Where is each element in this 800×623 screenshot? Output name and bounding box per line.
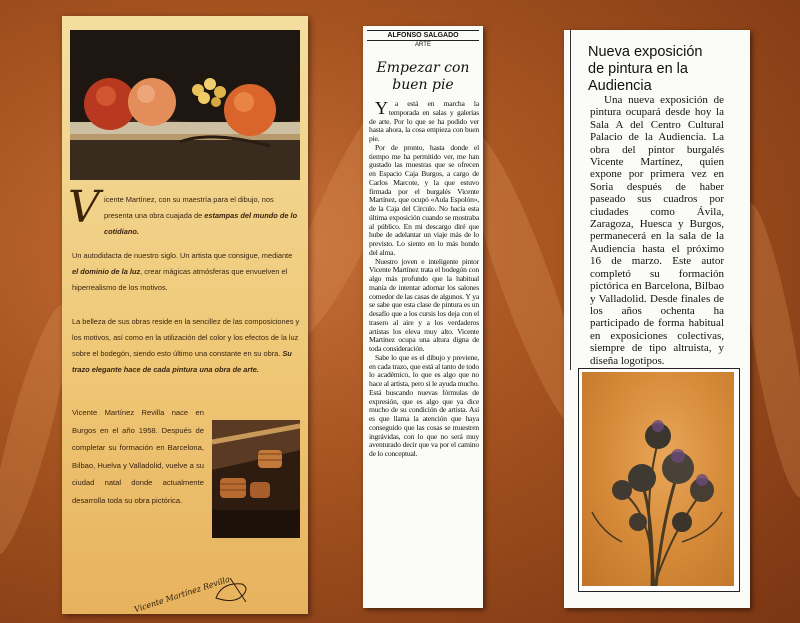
para2-text-b: , crear mágicas atmósferas que envuelven el hiperrealismo de los motivos. [72, 267, 288, 292]
column-body [369, 100, 479, 459]
intro-paragraph [104, 192, 300, 240]
para3-emphasis: Su trazo elegante hace de cada pintura una obra de arte. [72, 349, 292, 374]
intro-text: icente Martínez, con su maestría para el dibujo, nos presenta una obra cuajada de [104, 195, 274, 220]
intro-emphasis: estampas del mundo de lo cotidiano. [104, 211, 298, 236]
baskets-painting-photo [212, 420, 300, 538]
newspaper-article-panel [564, 30, 750, 608]
artist-signature: Vicente Martínez Revilla [133, 574, 231, 614]
paragraph-beauty [72, 314, 300, 378]
palette-icon [212, 576, 252, 606]
biography-paragraph: Vicente Martínez Revilla nace en Burgos en el año 1958. Después de completar su formación en Barcelona, Bilbao, Huelva y Valladolid, vuelve a su ciudad natal donde actualmente desarrolla toda su obra pictórica. [72, 408, 204, 505]
column-rule [570, 30, 571, 370]
column-paragraph: Sabe lo que es el dibujo y previene, en cada trazo, que está al tanto de todo lo académico, lo que es algo que no hace al artista, pero sí le ayuda mucho. Está buscando nuevas fórmulas de expresión, que es algo que ya dice mucho de su condición de artista. Así es que llama la atención que haya conseguido que las cosas se muestren ingrávidas, con lo que no será muy aventurado decir que va por el camino de lo conceptual. [369, 352, 479, 458]
still-life-fruit-photo [70, 30, 300, 180]
article-body [590, 94, 724, 367]
column-paragraph: Nuestro joven e inteligente pintor Vicente Martínez trata el bodegón con algo más profundo que la habitual manía de intentar adornar los salones comedor de las casas de algunos. Y ya se sabe que esta clase de pintura es un desafío que a los cursis los deja con el trasero al aire y a los verdaderos artistas los eleva muy alto. Vicente Martínez ocupa una altura digna de toda consideración. [369, 256, 479, 353]
paragraph-light [72, 248, 300, 296]
para2-emphasis: el dominio de la luz [72, 267, 141, 276]
column-paragraph: Ya está en marcha la temporada en salas y galerías de arte. Por lo que se ha podido ver hasta ahora, la cosa empieza con buen pie. [369, 98, 479, 143]
column-paragraph: Por de pronto, hasta donde el tiempo me ha permitido ver, me han gustado las muestras que se ofrecen en Espacio Caja Burgos, a cargo de Carlos Marcote, y la que estuvo firmada por el burgalés Vicente Martínez, que ocupó «Aula Espolón», de la Caja del Círculo. No hacía esta última exposición cuando se mostraba al público. En mi descargo diré que hube de adelantar un viaje más de lo previsto. Lo siento en lo más hondo del alma. [369, 142, 479, 257]
author-byline: ALFONSO SALGADO [367, 30, 479, 41]
drop-cap-letter: V [68, 182, 100, 233]
para3-text-a: La belleza de sus obras reside en la sencillez de las composiciones y los motivos, así como en la utilización del color y los efectos de la luz sobre el bodegón, siendo esto último una constante en su obra. [72, 317, 300, 358]
section-label: ARTE [415, 42, 431, 48]
brochure-panel [62, 16, 308, 614]
newspaper-column-panel [363, 26, 483, 608]
thistle-painting-photo [582, 372, 734, 586]
para2-text-a: Un autodidacta de nuestro siglo. Un artista que consigue, mediante [72, 251, 293, 260]
article-paragraph: Una nueva exposición de pintura ocupará desde hoy la Sala A del Centro Cultural Palacio de la Audiencia. La obra del pintor burgalés Vicente Martínez, quien expone por primera vez en Soria después de haber paseado sus cuadros por ciudades como Ávila, Zaragoza, Huesca y Burgos, permanecerá en la sala de la Audiencia hasta el próximo 16 de marzo. Este autor completó su formación pictórica en Barcelona, Bilbao y Valladolid. Desde finales de los años ochenta ha participado de forma habitual en exposiciones colectivas, siempre de tipo altruista, y diseña logotipos. [590, 94, 724, 367]
article-title: Nueva exposición de pintura en la Audiencia [588, 44, 703, 94]
column-title: Empezar con buen pie [376, 60, 470, 93]
